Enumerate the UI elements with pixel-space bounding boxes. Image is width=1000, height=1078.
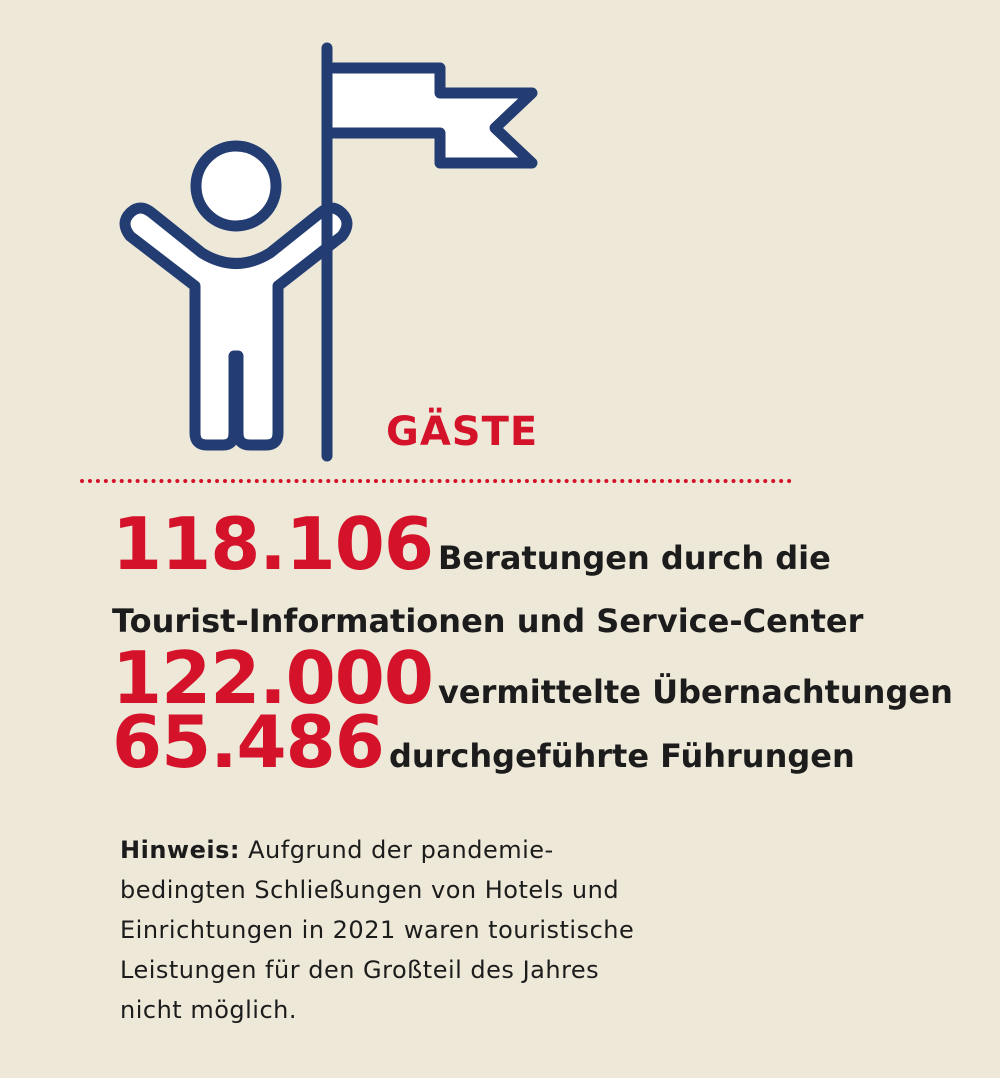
- stat-consultations: [112, 502, 831, 586]
- divider: [80, 479, 792, 483]
- note-text: Aufgrund der pandemie-bedingten Schließungen von Hotels und Einrichtungen in 2021 waren touristische Leistungen für den Großteil des Jahres nicht möglich.: [120, 836, 635, 1024]
- person-with-flag-icon: [110, 38, 550, 468]
- stat-value: 118.106: [112, 502, 433, 586]
- stat-label: vermittelte Übernachtungen: [438, 673, 953, 711]
- section-title: GÄSTE: [386, 409, 539, 455]
- stat-value: 122.000: [112, 636, 433, 720]
- stat-label: durchgeführte Führungen: [388, 737, 855, 775]
- note-label: Hinweis:: [120, 836, 240, 864]
- note: [120, 830, 640, 1030]
- stat-value: 65.486: [112, 700, 384, 784]
- stat-guided-tours: [112, 700, 855, 784]
- stat-label: Beratungen durch die: [438, 539, 831, 577]
- stat-label-continued: Tourist-Informationen und Service-Center: [112, 602, 864, 640]
